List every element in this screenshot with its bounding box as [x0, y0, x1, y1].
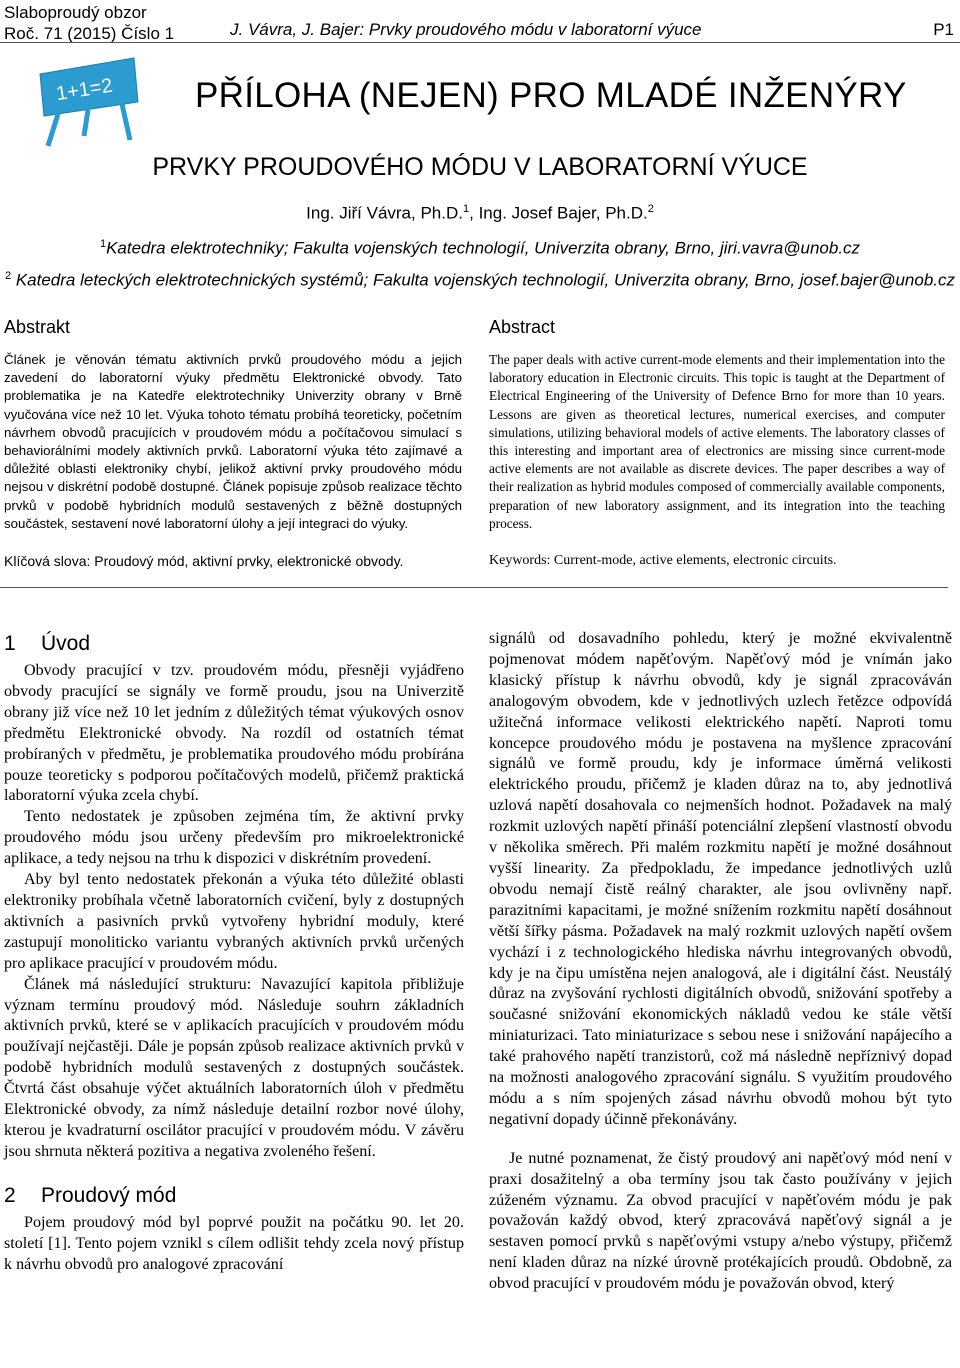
section-2-heading [4, 1184, 464, 1208]
journal-issue: Roč. 71 (2015) Číslo 1 [4, 24, 175, 43]
section-1-number: 1 [4, 632, 16, 655]
author-1-sup: 1 [462, 203, 470, 215]
page-number: P1 [933, 20, 954, 39]
abstract-cz-keywords: Klíčová slova: Proudový mód, aktivní prvky, elektronické obvody. [4, 553, 404, 569]
paragraph: Aby byl tento nedostatek překonán a výuka této důležité oblasti elektroniky probíhala včetně laboratorních cvičení, byly z dostupných aktivních a pasivních prvků vytvořeny hybridní moduly, které zastupují monoliticko variantu vybraných aktivních prvků určených pro aplikace pracující v proudovém módu. [4, 871, 464, 972]
affiliation-1 [0, 238, 960, 259]
abstract-en-heading: Abstract [489, 317, 556, 337]
author-separator: , [469, 203, 479, 223]
author-1: Ing. Jiří Vávra, Ph.D. [306, 203, 463, 223]
affiliation-2-sup: 2 [4, 270, 12, 282]
abstract-divider [0, 587, 948, 588]
author-2-sup: 2 [647, 203, 654, 215]
article-title: PRVKY PROUDOVÉHO MÓDU V LABORATORNÍ VÝUCE [152, 153, 808, 181]
abstract-cz-heading: Abstrakt [4, 317, 71, 337]
section-2-number: 2 [4, 1183, 16, 1207]
affiliation-2 [0, 270, 960, 291]
paragraph: Pojem proudový mód byl poprvé použit na počátku 90. let 20. století [1]. Tento pojem vznikl s cílem odlišit tehdy zcela nový přístup k návrhu obvodů pro analogové zpracování [4, 1213, 464, 1273]
header-divider [0, 42, 960, 43]
affiliation-1-sup: 1 [99, 238, 107, 250]
author-2: Ing. Josef Bajer, Ph.D. [478, 203, 648, 223]
section-2-body [4, 1213, 464, 1276]
logo-text: 1+1=2 [54, 74, 115, 106]
affiliation-1-text: Katedra elektrotechniky; Fakulta vojenských technologií, Univerzita obrany, Brno, jiri.vavra@unob.cz [106, 238, 861, 258]
paragraph: Je nutné poznamenat, že čistý proudový ani napěťový mód není v praxi dosažitelný a oba termíny jsou tak často používány v jejich zúženém významu. Za obvod pracující v napěťovém módu je pak považován každý obvod, který zpracovává napěťový signál a je sestaven pomocí prvků s napěťovými vstupy a/nebo výstupy, přičemž není kladen důraz na nízké úrovně protékajících proudů. Obdobně, za obvod pracující v proudovém módu je považován obvod, který [489, 1149, 952, 1293]
section-1-title: Úvod [41, 632, 91, 655]
section-1-heading [4, 632, 464, 656]
section-2-title: Proudový mód [41, 1183, 177, 1207]
running-header-left [4, 2, 174, 44]
section-1-body [4, 661, 464, 1163]
section-title: PŘÍLOHA (NEJEN) PRO MLADÉ INŽENÝRY [195, 76, 907, 115]
affiliation-2-text: Katedra leteckých elektrotechnických systémů; Fakulta vojenských technologií, Univerzita obrany, Brno, josef.bajer@unob.cz [15, 270, 956, 290]
abstract-cz-text: Článek je věnován tématu aktivních prvků proudového módu a jejich zavedení do laboratorní výuky předmětu Elektronické obvody. Tato problematika je na Katedře elektrotechniky Univerzity obrany v Brně vyučována více než 10 let. Výuka tohoto tématu probíhá teoreticky, početním návrhem obvodů pracujících v proudovém módu a počítačovou simulací s behaviorálními modely aktivních prvků. Laboratorní výuka této zajímavé a důležité oblasti elektroniky chybí, jelikož aktivní prvky proudového módu nejsou v diskrétní podobě dostupné. Článek popisuje způsob realizace těchto prvků v podobě hybridních modulů sestavených z běžně dostupných součástek, sestavení nové laboratorní úlohy a její integraci do výuky. [4, 352, 462, 531]
abstract-en-text: The paper deals with active current-mode elements and their implementation into the laboratory education in Electronic circuits. This topic is taught at the Department of Electrical Engineering of the University of Defence Brno for more than 10 years. Lessons are given as theoretical lectures, numerical exercises, and computer simulations, utilizing behavioral models of active elements. The laboratory classes of this interesting and important area of electronics are missing since current-mode active elements are not available as discrete devices. The paper describes a way of their realization as hybrid modules composed of commercially available components, preparation of new laboratory assignment, and its integration into the teaching process. [489, 352, 945, 531]
authors [0, 203, 960, 224]
left-column [4, 632, 464, 1275]
right-column [489, 629, 952, 1295]
abstract-en-keywords: Keywords: Current-mode, active elements, electronic circuits. [489, 553, 837, 568]
paragraph: Článek má následující strukturu: Navazující kapitola přibližuje význam termínu proudový mód. Následuje souhrn základních aktivních prvků, které se v aplikacích pracujících v proudovém módu používají nejčastěji. Dále je popsán způsob realizace aktivních prvků v podobě hybridních modulů sestavených z dostupných součástek. Čtvrtá část obsahuje výčet aktuálních laboratorních úloh v předmětu Elektronické obvody, za nímž následuje detailní rozbor nové úlohy, kterou je kvadraturní oscilátor pracující v proudovém módu. V závěru jsou shrnuta některá pozitiva a negativa zvoleného řešení. [4, 975, 464, 1160]
running-title: J. Vávra, J. Bajer: Prvky proudového módu v laboratorní výuce [230, 20, 702, 39]
paragraph: Tento nedostatek je způsoben zejména tím, že aktivní prvky proudového módu jsou určeny především pro mikroelektronické aplikace, a tedy nejsou na trhu k dispozici v diskrétním provedení. [4, 808, 464, 868]
section-logo [34, 56, 142, 150]
paragraph: Obvody pracující v tzv. proudovém módu, přesněji vyjádřeno obvody pracující se signály ve formě proudu, jsou na Univerzitě obrany již více než 10 let jedním z důležitých témat výukových osnov předmětu Elektronické obvody. Na rozdíl od ostatních témat probíraných v předmětu, je problematika proudového módu probírána pouze teoreticky s podporou počítačových modelů, přičemž praktická laboratorní výuka zcela chybí. [4, 662, 464, 805]
blackboard-logo-icon [34, 56, 142, 150]
paragraph: signálů od dosavadního pohledu, který je možné ekvivalentně pojmenovat módem napěťovým. Napěťový mód je vnímán jako klasický přístup k návrhu obvodů, kdy je signál zpracováván analogovým obvodem, kde v jednotlivých uzlech řetězce odpovídá užitečná informace velikosti elektrického napětí. Naproti tomu koncepce proudového módu je postavena na myšlence zpracování signálů ve formě proudu, kdy je informace úměrná velikosti elektrického proudu, přičemž je kladen důraz na to, aby jednotlivá uzlová napětí dosahovala co nejmenších hodnot. Požadavek na malý rozkmit uzlových napětí přináší potenciální zlepšení vlastností obvodu v několika směrech. Při malém rozkmitu napětí je možné dosáhnout vyšší linearity. Za předpokladu, že impedance jednotlivých uzlů obvodu nemají čistě reálný charakter, ale jsou ovlivněny např. parazitními kapacitami, je možné snížením rozkmitu napětí dosáhnout větší šířky pásma. Požadavek na malý rozkmit uzlových napětí ovšem vychází i z technologického hlediska návrhu integrovaných obvodů, kdy je na čipu umístěna nejen analogová, ale i digitální část. Neustálý důraz na zvyšování rychlosti digitálních obvodů, snižování spotřeby a současné snižování ekonomických nákladů vedou ke stále větší miniaturizaci. Tato miniaturizace s sebou nese i snižování napájecího a také prahového napětí tranzistorů, což má následně nepříznivý dopad na možnosti analogového zpracování signálu. S využitím proudového módu a s ním spojených zásad návrhu obvodů mohou být tyto negativní dopady účinně překonávány. [489, 630, 952, 1128]
journal-name: Slaboproudý obzor [4, 3, 147, 22]
